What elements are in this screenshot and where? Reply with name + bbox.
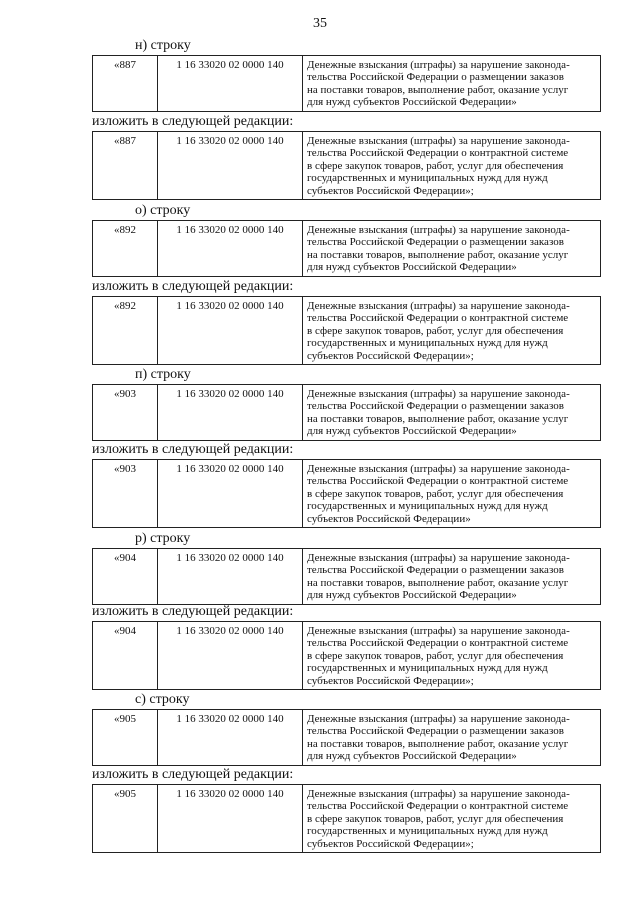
description-line: в сфере закупок товаров, работ, услуг для обеспечения [307, 159, 564, 172]
budget-code-cell: 1 16 33020 02 0000 140 [158, 132, 303, 200]
description-line: тельства Российской Федерации о размещении заказов [307, 725, 564, 738]
description-line: в сфере закупок товаров, работ, услуг для обеспечения [307, 324, 564, 337]
admin-code-cell: «904 [93, 549, 158, 605]
description-line: государственных и муниципальных нужд для нужд [307, 337, 548, 350]
description-cell [303, 549, 601, 605]
budget-code-cell: 1 16 33020 02 0000 140 [158, 622, 303, 690]
description-cell [303, 56, 601, 112]
description-line: для нужд субъектов Российской Федерации» [307, 261, 517, 274]
budget-code-cell: 1 16 33020 02 0000 140 [158, 710, 303, 766]
description-line: в сфере закупок товаров, работ, услуг для обеспечения [307, 812, 564, 825]
description-line: на поставки товаров, выполнение работ, оказание услуг [307, 412, 569, 425]
section-heading: н) строку [135, 38, 191, 53]
description-line: для нужд субъектов Российской Федерации» [307, 425, 517, 438]
description-line: Денежные взыскания (штрафы) за нарушение законода- [307, 625, 570, 637]
description-line: на поставки товаров, выполнение работ, оказание услуг [307, 83, 569, 96]
description-line: государственных и муниципальных нужд для нужд [307, 500, 548, 513]
description-line: в сфере закупок товаров, работ, услуг для обеспечения [307, 487, 564, 500]
description-line: Денежные взыскания (штрафы) за нарушение законода- [307, 788, 570, 800]
old-row-table [92, 548, 601, 605]
section-heading: с) строку [135, 692, 190, 707]
budget-code-cell: 1 16 33020 02 0000 140 [158, 549, 303, 605]
description-line: тельства Российской Федерации о размещении заказов [307, 400, 564, 413]
description-cell [303, 710, 601, 766]
old-row-table [92, 55, 601, 112]
description-line: субъектов Российской Федерации»; [307, 837, 474, 850]
budget-code-cell: 1 16 33020 02 0000 140 [158, 297, 303, 365]
budget-code-cell: 1 16 33020 02 0000 140 [158, 385, 303, 441]
admin-code-cell: «905 [93, 710, 158, 766]
section-heading: о) строку [135, 203, 191, 218]
new-row-table [92, 296, 601, 365]
admin-code-cell: «892 [93, 297, 158, 365]
description-cell [303, 785, 601, 853]
description-line: Денежные взыскания (штрафы) за нарушение законода- [307, 59, 570, 71]
description-line: на поставки товаров, выполнение работ, оказание услуг [307, 737, 569, 750]
description-line: государственных и муниципальных нужд для нужд [307, 662, 548, 675]
description-line: для нужд субъектов Российской Федерации» [307, 96, 517, 109]
redaction-caption: изложить в следующей редакции: [92, 604, 294, 619]
redaction-caption: изложить в следующей редакции: [92, 279, 294, 294]
description-line: Денежные взыскания (штрафы) за нарушение законода- [307, 463, 570, 475]
old-row-table [92, 709, 601, 766]
description-line: тельства Российской Федерации о контрактной системе [307, 312, 569, 325]
description-line: Денежные взыскания (штрафы) за нарушение законода- [307, 224, 570, 236]
old-row-table [92, 220, 601, 277]
description-line: Денежные взыскания (штрафы) за нарушение законода- [307, 713, 570, 725]
description-line: субъектов Российской Федерации»; [307, 349, 474, 362]
redaction-caption: изложить в следующей редакции: [92, 442, 294, 457]
description-line: для нужд субъектов Российской Федерации» [307, 750, 517, 763]
new-row-table [92, 621, 601, 690]
description-line: государственных и муниципальных нужд для нужд [307, 825, 548, 838]
admin-code-cell: «892 [93, 221, 158, 277]
redaction-caption: изложить в следующей редакции: [92, 767, 294, 782]
description-line: тельства Российской Федерации о размещении заказов [307, 71, 564, 84]
description-line: тельства Российской Федерации о контрактной системе [307, 147, 569, 160]
admin-code-cell: «887 [93, 132, 158, 200]
description-line: на поставки товаров, выполнение работ, оказание услуг [307, 576, 569, 589]
description-line: тельства Российской Федерации о размещении заказов [307, 564, 564, 577]
page-number: 35 [313, 16, 327, 31]
old-row-table [92, 384, 601, 441]
admin-code-cell: «903 [93, 460, 158, 528]
description-cell [303, 297, 601, 365]
description-line: субъектов Российской Федерации» [307, 512, 471, 525]
description-line: тельства Российской Федерации о размещении заказов [307, 236, 564, 249]
description-line: Денежные взыскания (штрафы) за нарушение законода- [307, 300, 570, 312]
section-heading: п) строку [135, 367, 191, 382]
new-row-table [92, 459, 601, 528]
budget-code-cell: 1 16 33020 02 0000 140 [158, 460, 303, 528]
description-line: Денежные взыскания (штрафы) за нарушение законода- [307, 388, 570, 400]
description-line: для нужд субъектов Российской Федерации» [307, 589, 517, 602]
admin-code-cell: «903 [93, 385, 158, 441]
description-line: тельства Российской Федерации о контрактной системе [307, 637, 569, 650]
admin-code-cell: «904 [93, 622, 158, 690]
description-line: в сфере закупок товаров, работ, услуг для обеспечения [307, 649, 564, 662]
new-row-table [92, 784, 601, 853]
description-cell [303, 460, 601, 528]
description-cell [303, 385, 601, 441]
description-line: тельства Российской Федерации о контрактной системе [307, 800, 569, 813]
description-line: Денежные взыскания (штрафы) за нарушение законода- [307, 135, 570, 147]
section-heading: р) строку [135, 531, 191, 546]
budget-code-cell: 1 16 33020 02 0000 140 [158, 785, 303, 853]
description-line: на поставки товаров, выполнение работ, оказание услуг [307, 248, 569, 261]
description-line: субъектов Российской Федерации»; [307, 674, 474, 687]
description-cell [303, 132, 601, 200]
new-row-table [92, 131, 601, 200]
description-line: субъектов Российской Федерации»; [307, 184, 474, 197]
description-line: тельства Российской Федерации о контрактной системе [307, 475, 569, 488]
description-line: государственных и муниципальных нужд для нужд [307, 172, 548, 185]
redaction-caption: изложить в следующей редакции: [92, 114, 294, 129]
admin-code-cell: «887 [93, 56, 158, 112]
budget-code-cell: 1 16 33020 02 0000 140 [158, 221, 303, 277]
description-cell [303, 221, 601, 277]
budget-code-cell: 1 16 33020 02 0000 140 [158, 56, 303, 112]
description-cell [303, 622, 601, 690]
description-line: Денежные взыскания (штрафы) за нарушение законода- [307, 552, 570, 564]
admin-code-cell: «905 [93, 785, 158, 853]
